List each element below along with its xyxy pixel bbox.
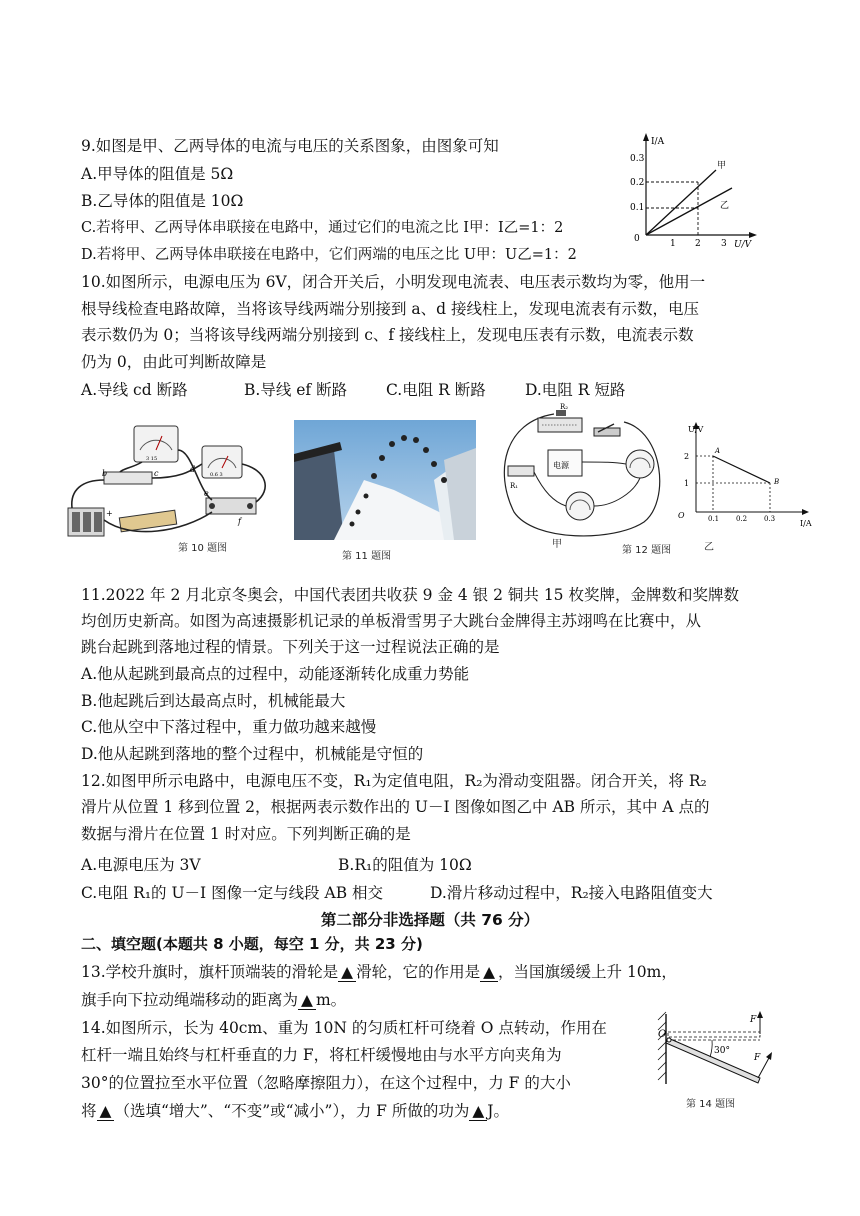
q12-line-2: 滑片从位置 1 移到位置 2，根据两表示数作出的 U－I 图像如图乙中 AB 所示，其中 A 点的 xyxy=(81,798,710,816)
q13-blank-2[interactable]: ▲ xyxy=(480,964,498,982)
svg-text:f: f xyxy=(238,517,241,526)
q10-line-4: 仍为 0，由此可判断故障是 xyxy=(81,353,267,371)
fig12-point-b: B xyxy=(774,478,780,486)
q13-blank-3[interactable]: ▲ xyxy=(298,992,316,1010)
q9-option-a: A.甲导体的阻值是 5Ω xyxy=(81,165,234,183)
q9-line2-label: 乙 xyxy=(720,201,730,211)
fig14-lever xyxy=(654,1010,782,1090)
part2-section-heading: 二、填空题(本题共 8 小题，每空 1 分，共 23 分) xyxy=(81,935,423,953)
fig12-circuit-jia xyxy=(494,402,670,538)
q9-option-d: D.若将甲、乙两导体串联接在电路中，它们两端的电压之比 U甲：U乙=1：2 xyxy=(81,247,577,263)
q9-xtick-3: 3 xyxy=(721,239,727,249)
q11-line-3: 跳台起跳到落地过程的情景。下列关于这一过程说法正确的是 xyxy=(81,638,500,656)
fig14-caption: 第 14 题图 xyxy=(686,1099,736,1110)
svg-text:+: + xyxy=(106,509,113,518)
q13-text-1: 13.学校升旗时，旗杆顶端装的滑轮是 xyxy=(81,963,339,981)
q9-iu-graph xyxy=(620,130,760,250)
q14-line-4 xyxy=(81,1101,509,1121)
q9-ytick-1: 0.3 xyxy=(630,154,645,164)
part2-title: 第二部分非选择题（共 76 分） xyxy=(320,911,540,929)
fig12-jia-label: 甲 xyxy=(552,539,562,550)
q9-option-c: C.若将甲、乙两导体串联接在电路中，通过它们的电流之比 I甲：I乙=1：2 xyxy=(81,220,564,236)
fig12-ui-graph-yi xyxy=(676,420,816,530)
q9-graph-ylabel: I/A xyxy=(651,137,665,147)
svg-text:b: b xyxy=(102,469,108,478)
q11-option-d: D.他从起跳到落地的整个过程中，机械能是守恒的 xyxy=(81,745,424,763)
q10-line-1: 10.如图所示，电源电压为 6V，闭合开关后，小明发现电流表、电压表示数均为零，他用一 xyxy=(81,273,706,291)
fig12-yi-label: 乙 xyxy=(704,542,714,553)
svg-text:d: d xyxy=(190,465,196,474)
q13-line-2 xyxy=(81,990,346,1010)
fig12-xtick-2: 0.2 xyxy=(736,515,748,523)
q11-line-2: 均创历史新高。如图为高速摄影机记录的单板滑雪男子大跳台金牌得主苏翊鸣在比赛中，从 xyxy=(81,612,702,630)
q12-line-1: 12.如图甲所示电路中，电源电压不变，R₁为定值电阻，R₂为滑动变阻器。闭合开关，将 R₂ xyxy=(81,772,707,790)
q14-text-1: 将 xyxy=(81,1102,97,1120)
q14-line-2: 杠杆一端且始终与杠杆垂直的力 F，将杠杆缓慢地由与水平方向夹角为 xyxy=(81,1046,562,1064)
svg-text:R₂: R₂ xyxy=(560,403,569,411)
q14-blank-1[interactable]: ▲ xyxy=(97,1103,115,1121)
q14-text-2: （选填“增大”、“不变”或“减小”），力 F 所做的功为 xyxy=(114,1102,470,1120)
fig11-caption: 第 11 题图 xyxy=(342,551,392,562)
svg-text:电源: 电源 xyxy=(553,461,569,470)
q14-text-3: J。 xyxy=(487,1102,509,1120)
svg-text:R₁: R₁ xyxy=(510,482,519,490)
q13-text-4: 旗手向下拉动绳端移动的距离为 xyxy=(81,991,299,1009)
q12-option-d: D.滑片移动过程中，R₂接入电路阻值变大 xyxy=(430,884,713,902)
q10-option-a: A.导线 cd 断路 xyxy=(81,381,188,399)
q11-option-c: C.他从空中下落过程中，重力做功越来越慢 xyxy=(81,718,377,736)
q11-option-a: A.他从起跳到最高点的过程中，动能逐渐转化成重力势能 xyxy=(81,665,470,683)
fig12-segment-ab xyxy=(713,456,770,483)
fig14-o-label: O xyxy=(658,1029,667,1040)
fig12-ylabel: U/V xyxy=(688,425,704,434)
fig14-angle-label: 30° xyxy=(714,1046,730,1056)
q9-graph-xlabel: U/V xyxy=(734,240,752,250)
fig12-ytick-2: 2 xyxy=(684,452,690,461)
q11-line-1: 11.2022 年 2 月北京冬奥会，中国代表团共收获 9 金 4 银 2 铜共 15 枚奖牌，金牌数和奖牌数 xyxy=(81,586,739,604)
fig12-point-a: A xyxy=(715,447,721,455)
fig11-ski-jump-photo xyxy=(294,420,476,540)
fig12-caption: 第 12 题图 xyxy=(622,545,672,556)
fig12-ytick-1: 1 xyxy=(684,479,690,488)
q12-option-b: B.R₁的阻值为 10Ω xyxy=(338,856,472,874)
q12-option-c: C.电阻 R₁的 U－I 图像一定与线段 AB 相交 xyxy=(81,884,384,902)
q11-option-b: B.他起跳后到达最高点时，机械能最大 xyxy=(81,692,346,710)
q10-line-2: 根导线检查电路故障，当将该导线两端分别接到 a、d 接线柱上，发现电流表有示数，电压 xyxy=(81,300,700,318)
q12-option-a: A.电源电压为 3V xyxy=(81,856,201,874)
q10-option-d: D.电阻 R 短路 xyxy=(525,381,626,399)
q14-line-3: 30°的位置拉至水平位置（忽略摩擦阻力），在这个过程中，力 F 的大小 xyxy=(81,1074,571,1092)
q9-stem: 9.如图是甲、乙两导体的电流与电压的关系图象，由图象可知 xyxy=(81,137,499,155)
q13-blank-1[interactable]: ▲ xyxy=(338,964,356,982)
q10-option-b: B.导线 ef 断路 xyxy=(244,381,348,399)
svg-text:3 15: 3 15 xyxy=(146,456,158,462)
fig12-xtick-3: 0.3 xyxy=(764,515,776,523)
svg-text:c: c xyxy=(154,469,159,478)
fig14-f2-label: F xyxy=(754,1053,761,1063)
q13-text-3: ，当国旗缓缓上升 10m， xyxy=(498,963,677,981)
q9-line1-label: 甲 xyxy=(717,161,727,171)
q13-line-1 xyxy=(81,962,677,982)
q13-text-2: 滑轮，它的作用是 xyxy=(356,963,481,981)
fig12-xlabel: I/A xyxy=(800,519,812,528)
q12-line-3: 数据与滑片在位置 1 时对应。下列判断正确的是 xyxy=(81,825,411,843)
q14-blank-2[interactable]: ▲ xyxy=(469,1103,487,1121)
q10-line-3: 表示数仍为 0；当将该导线两端分别接到 c、f 接线柱上，发现电压表有示数，电流表示数 xyxy=(81,326,694,344)
q14-line-1: 14.如图所示，长为 40cm、重为 10N 的匀质杠杆可绕着 O 点转动，作用在 xyxy=(81,1019,607,1037)
q9-option-b: B.乙导体的阻值是 10Ω xyxy=(81,192,244,210)
q9-ytick-3: 0.1 xyxy=(630,203,645,213)
svg-text:0.6 3: 0.6 3 xyxy=(210,472,223,478)
fig10-circuit xyxy=(62,420,280,540)
q9-graph-origin: 0 xyxy=(634,234,640,244)
fig14-f1-label: F xyxy=(750,1015,757,1025)
q9-xtick-2: 2 xyxy=(695,239,701,249)
fig12-origin: O xyxy=(678,511,685,520)
fig10-caption: 第 10 题图 xyxy=(178,543,228,554)
q9-xtick-1: 1 xyxy=(670,239,676,249)
q13-text-5: m。 xyxy=(315,991,347,1009)
q10-option-c: C.电阻 R 断路 xyxy=(386,381,486,399)
q9-ytick-2: 0.2 xyxy=(630,178,645,188)
fig12-xtick-1: 0.1 xyxy=(708,515,720,523)
svg-text:e: e xyxy=(204,489,209,498)
